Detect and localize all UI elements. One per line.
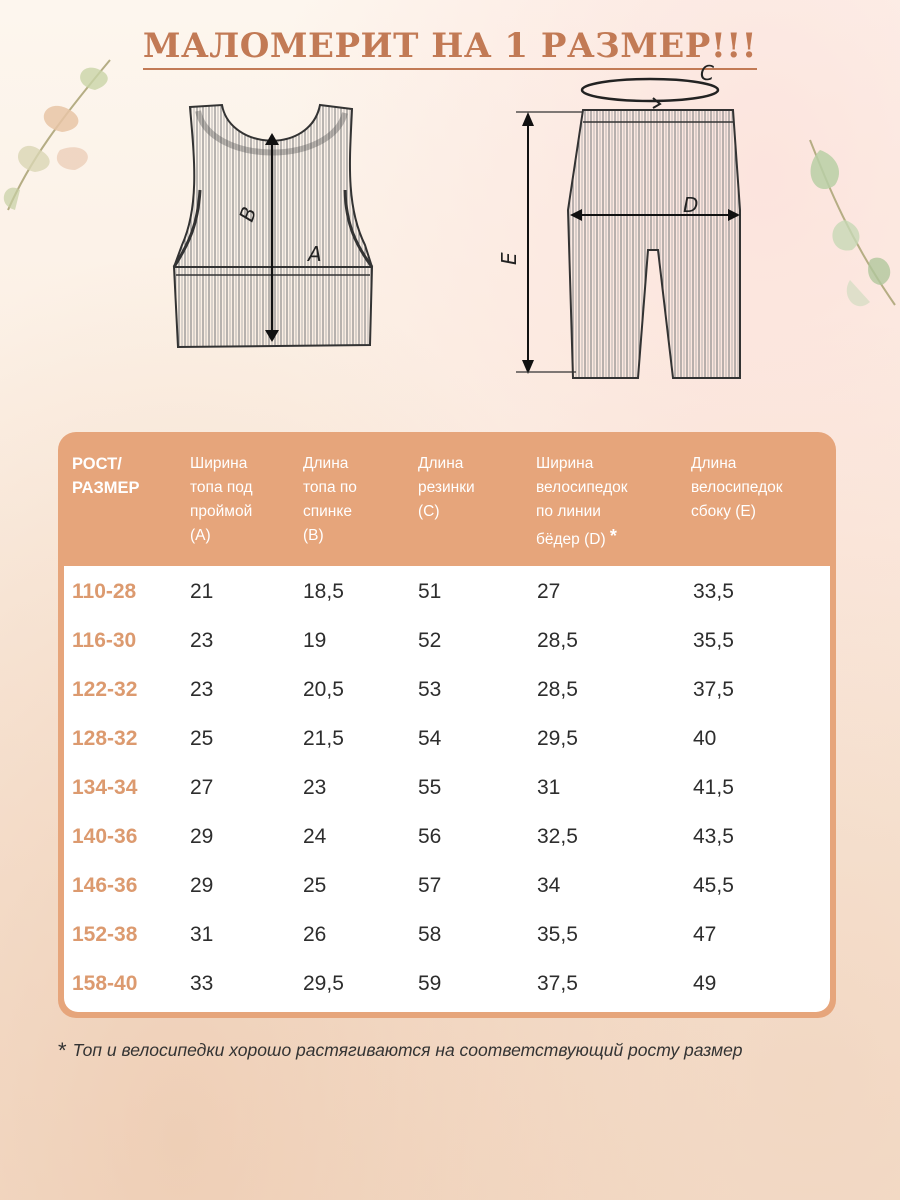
value-cell: 28,5: [537, 629, 578, 652]
leaf-branch-left-icon: [0, 40, 130, 220]
value-cell: 31: [537, 776, 561, 799]
table-row: [64, 911, 830, 959]
value-cell: 27: [190, 776, 214, 799]
value-cell: 33: [190, 972, 214, 995]
value-cell: 56: [418, 825, 442, 848]
size-cell: 128-32: [72, 727, 138, 750]
table-row: [64, 764, 830, 812]
table-row: [64, 960, 830, 1008]
diagram-label-b: B: [234, 203, 262, 225]
diagram-label-a: A: [308, 242, 322, 266]
value-cell: 19: [303, 629, 327, 652]
header-shorts-hip-width: Ширина велосипедок по линии бёдер (D) *: [536, 455, 628, 548]
table-row: [64, 813, 830, 861]
value-cell: 20,5: [303, 678, 344, 701]
size-table: [58, 432, 836, 1018]
bike-shorts-sketch: [488, 60, 750, 385]
value-cell: 59: [418, 972, 442, 995]
leaf-branch-right-icon: [790, 130, 900, 320]
value-cell: 57: [418, 874, 442, 897]
footnote-text: Топ и велосипедки хорошо растягиваются на соответствующий росту размер: [72, 1040, 743, 1060]
asterisk-icon: *: [58, 1038, 67, 1063]
size-cell: 134-34: [72, 776, 138, 799]
table-row: [64, 617, 830, 665]
value-cell: 27: [537, 580, 561, 603]
size-cell: 146-36: [72, 874, 138, 897]
size-cell: 110-28: [72, 580, 137, 603]
page-title: [0, 26, 900, 66]
value-cell: 25: [303, 874, 327, 897]
value-cell: 34: [537, 874, 561, 897]
table-header: [58, 432, 836, 566]
value-cell: 23: [303, 776, 327, 799]
value-cell: 53: [418, 678, 442, 701]
header-height-size: РОСТ/ РАЗМЕР: [72, 455, 140, 497]
diagram-label-d: D: [683, 193, 699, 217]
value-cell: 55: [418, 776, 442, 799]
size-cell: 140-36: [72, 825, 138, 848]
crop-top-sketch: [160, 95, 390, 360]
table-row: [64, 862, 830, 910]
value-cell: 35,5: [693, 629, 734, 652]
value-cell: 33,5: [693, 580, 734, 603]
table-row: [64, 715, 830, 763]
table-row: [64, 666, 830, 714]
header-top-length: Длина топа по спинке (B): [303, 455, 357, 544]
asterisk-icon: *: [609, 526, 617, 546]
header-shorts-side-length: Длина велосипедок сбоку (E): [691, 455, 783, 520]
value-cell: 52: [418, 629, 442, 652]
value-cell: 37,5: [537, 972, 578, 995]
value-cell: 29,5: [303, 972, 344, 995]
value-cell: 28,5: [537, 678, 578, 701]
size-cell: 116-30: [72, 629, 137, 652]
size-cell: 158-40: [72, 972, 138, 995]
value-cell: 23: [190, 629, 214, 652]
size-cell: 152-38: [72, 923, 138, 946]
value-cell: 26: [303, 923, 327, 946]
value-cell: 49: [693, 972, 717, 995]
header-top-width: Ширина топа под проймой (A): [190, 455, 253, 544]
value-cell: 21,5: [303, 727, 344, 750]
table-row: [64, 568, 830, 616]
value-cell: 32,5: [537, 825, 578, 848]
value-cell: 18,5: [303, 580, 344, 603]
table-body: [64, 566, 830, 1012]
value-cell: 41,5: [693, 776, 734, 799]
value-cell: 40: [693, 727, 717, 750]
value-cell: 43,5: [693, 825, 734, 848]
value-cell: 45,5: [693, 874, 734, 897]
value-cell: 31: [190, 923, 214, 946]
value-cell: 47: [693, 923, 717, 946]
value-cell: 54: [418, 727, 442, 750]
diagram-label-e: E: [497, 252, 521, 265]
value-cell: 25: [190, 727, 214, 750]
diagram-label-c: C: [700, 61, 714, 85]
header-elastic-length: Длина резинки (C): [418, 455, 475, 520]
value-cell: 58: [418, 923, 442, 946]
value-cell: 23: [190, 678, 214, 701]
size-cell: 122-32: [72, 678, 138, 701]
value-cell: 35,5: [537, 923, 578, 946]
value-cell: 29: [190, 825, 214, 848]
value-cell: 37,5: [693, 678, 734, 701]
value-cell: 24: [303, 825, 327, 848]
value-cell: 29: [190, 874, 214, 897]
value-cell: 21: [190, 580, 214, 603]
value-cell: 51: [418, 580, 442, 603]
footnote: [58, 1038, 858, 1064]
value-cell: 29,5: [537, 727, 578, 750]
page-title-text: МАЛОМЕРИТ НА 1 РАЗМЕР!!!: [143, 26, 757, 70]
